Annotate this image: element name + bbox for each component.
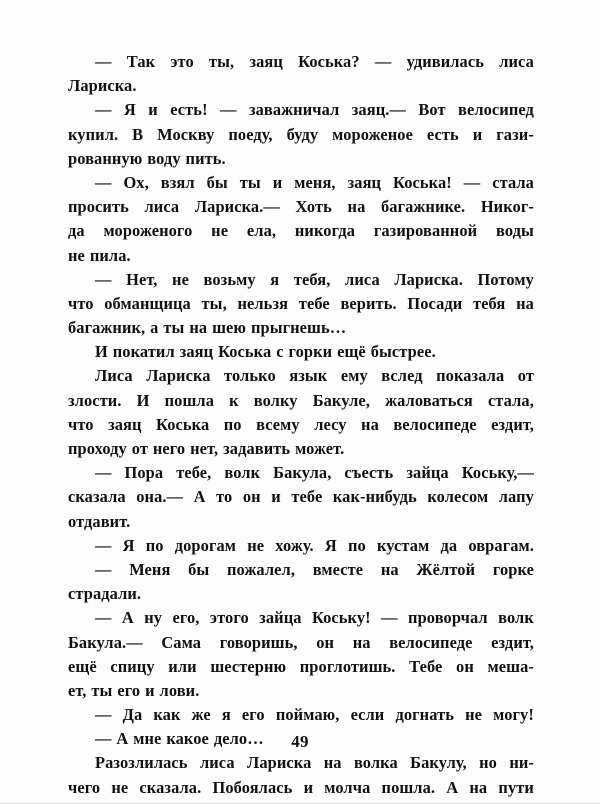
word: Никог- [480,197,534,217]
page-body-text [68,50,534,800]
word: догнать [395,705,455,725]
text-line [68,147,534,171]
word: велосипеде [389,632,473,652]
text-line [68,364,534,388]
text-line [68,485,534,509]
word: тебя, [293,269,331,289]
word: она.— [136,487,184,507]
text-line [68,219,534,243]
paragraph [68,268,534,341]
word: не [68,245,85,265]
word: ты [163,318,185,338]
word: Посади [407,293,463,313]
word: хожу. [275,535,314,555]
text-line [68,461,534,485]
word: никогда [294,221,356,241]
word: — [220,100,237,120]
word: багажник, [68,318,146,338]
word: мороженого [103,221,193,241]
text-line [68,655,534,679]
word: всему [256,414,300,434]
word: велосипед [458,100,534,120]
text-line [68,195,534,219]
word: Коська [156,414,210,434]
word: ещё [337,342,366,362]
word: кустам [376,535,430,555]
word: да [68,221,85,241]
word: Лариска [146,366,211,386]
word: колесом [427,487,489,507]
word: ездит, [491,632,534,652]
word: заяц [179,342,214,362]
word: пила. [89,245,131,265]
word: меша- [487,656,534,676]
word: заяц [249,52,283,71]
paragraph [68,703,534,727]
word: — [95,729,112,749]
word: Лиса [95,366,133,386]
word: удивилась [406,52,484,71]
word: на [361,414,379,434]
word: Пора [124,463,164,483]
word: говоришь, [219,632,298,652]
text-line [68,606,534,630]
word: съесть [344,463,394,483]
word: тебе [298,293,330,313]
word: заважничал [248,100,340,120]
word: — [95,705,112,725]
word: по [347,535,366,555]
word: могу! [493,705,534,725]
word: не [111,777,129,797]
word: И [95,342,108,362]
word: Лариска [247,753,312,773]
word: на [380,559,399,579]
word: оврагам. [468,535,534,555]
word: жаловаться [385,390,473,410]
word: я [270,269,280,289]
word: Коська? [298,52,360,71]
word: ну [144,608,163,628]
word: Бакулу, [410,753,467,773]
word: него [152,439,186,458]
word: — [95,608,112,628]
word: нельзя [237,293,289,313]
paragraph [68,98,534,171]
word: мне [133,729,162,749]
word: — [95,535,112,555]
word: ему [340,366,368,386]
word: что [68,293,94,313]
text-line [68,98,534,122]
word: только [224,366,276,386]
word: пошла. [381,777,436,797]
word: Нет, [126,269,158,289]
word: Коську,— [461,463,534,483]
word: же [191,705,211,725]
word: возьму [203,269,256,289]
word: заяц [108,414,142,434]
word: верить. [340,293,397,313]
word: покатил [112,342,175,362]
word: страдали. [68,584,142,604]
word: тебе [291,487,323,507]
word: спицу [110,656,155,676]
word: Я [324,535,337,555]
word: есть! [170,100,208,120]
word: зайца [259,608,302,628]
word: пути [498,777,534,797]
paragraph [68,340,534,364]
paragraph [68,558,534,606]
word: на [469,777,488,797]
word: поеду, [228,124,273,144]
text-line [68,123,534,147]
word: Хоть [295,197,332,217]
word: есть [426,124,459,144]
word: взял [160,172,195,192]
word: волк [224,463,261,483]
word: обманщица [104,293,191,313]
word: мороженое [332,124,413,144]
word: заяц.— [351,100,406,120]
text-line [68,679,534,703]
text-line [68,268,534,292]
word: тебе, [176,463,212,483]
word: и [271,487,281,507]
text-line [68,292,534,316]
word: ездит, [491,414,534,434]
word: И [136,390,150,410]
word: сказала [68,487,126,507]
paragraph [68,606,534,703]
word: может. [295,439,345,458]
word: горке [492,559,534,579]
word: Коська [218,342,272,362]
text-line [68,703,534,727]
word: гази- [496,124,534,144]
word: дело… [213,729,264,749]
word: проворчал [408,608,488,628]
word: Коську! [311,608,371,628]
text-line [68,340,534,364]
word: волк [498,608,534,628]
text-line [68,171,534,195]
word: он [316,632,335,652]
paragraph [68,534,534,558]
word: проходу [68,439,127,458]
word: его [241,705,265,725]
word: ет, [68,680,87,700]
word: пожалел, [227,559,296,579]
word: что [68,414,94,434]
word: Лариска. [394,269,463,289]
word: чего [68,777,101,797]
word: ела, [246,221,277,241]
word: и [272,172,283,192]
word: и [148,100,158,120]
word: с [276,342,284,362]
word: А [121,608,134,628]
word: тебя [473,293,506,313]
word: от [517,366,534,386]
word: меня, [294,172,336,192]
word: поймаю, [275,705,340,725]
text-line [68,631,534,655]
word: А [446,777,459,797]
word: велосипеде [393,414,477,434]
word: и [303,777,314,797]
word: — [95,269,112,289]
word: лиса [144,197,180,217]
text-line [68,751,534,775]
word: шею [212,318,247,338]
word: и [472,124,483,144]
paragraph [68,50,534,98]
word: вслед [381,366,423,386]
paragraph [68,171,534,268]
word: и [145,680,155,700]
word: лиса [199,753,235,773]
word: его, [172,608,200,628]
word: ни- [509,753,534,773]
word: он [456,656,474,676]
word: Вот [418,100,446,120]
word: к [229,390,239,410]
word: шестерню [210,656,287,676]
word: какое [166,729,209,749]
text-line [68,558,534,582]
word: на [352,632,371,652]
text-line [68,74,534,98]
word: Бакула.— [68,632,143,652]
word: — [381,608,398,628]
word: прыгнешь… [250,318,347,338]
word: ты [239,172,261,192]
word: я [221,705,231,725]
word: волку [253,390,298,410]
word: быстрее. [370,342,436,362]
word: Тебе [409,656,443,676]
text-line [68,316,534,340]
word: на [323,753,342,773]
word: пить. [185,148,226,168]
word: А [193,487,206,507]
word: — [95,559,112,579]
word: Сама [161,632,202,652]
word: заяц [347,172,382,192]
word: по [223,414,242,434]
word: проглотишь. [299,656,396,676]
word: Разозлилась [95,753,188,773]
word: то [216,487,233,507]
word: зайца [406,463,449,483]
word: задавить [223,439,291,458]
word: Москву [157,124,215,144]
word: рованную [68,148,143,168]
word: как [153,705,181,725]
word: — [374,52,392,71]
word: бы [206,172,228,192]
text-line [68,50,534,74]
paragraph [68,364,534,461]
word: ты, [209,52,235,71]
word: сказала. [139,777,202,797]
text-line [68,389,534,413]
word: ещё [68,656,97,676]
word: Лариска. [68,76,137,96]
text-line [68,437,534,461]
word: показала [436,366,505,386]
word: Я [123,100,136,120]
word: не [172,269,189,289]
word: вместе [312,559,364,579]
word: по [145,535,164,555]
word: от [131,439,148,458]
word: лапу [498,487,534,507]
word: лесу [314,414,347,434]
word: багажнике. [380,197,466,217]
word: Да [122,705,143,725]
paragraph [68,751,534,799]
word: лиса [499,52,534,71]
word: да [440,535,458,555]
word: горки [288,342,333,362]
word: но [479,753,497,773]
word: — [95,172,112,192]
word: Потому [477,269,534,289]
word: Ох, [123,172,149,192]
word: — [95,463,112,483]
word: В [132,124,144,144]
text-line [68,534,534,558]
word: Бакула, [273,463,332,483]
word: злости. [68,390,122,410]
word: Так [126,52,156,71]
word: не [211,221,229,241]
text-line [68,776,534,800]
word: его [117,680,141,700]
text-line [68,413,534,437]
word: дорогам [174,535,237,555]
text-line [68,510,534,534]
word: или [168,656,197,676]
word: это [170,52,194,71]
word: Лариска.— [194,197,280,217]
text-line [68,244,534,268]
word: волка [353,753,398,773]
word: он [242,487,261,507]
word: Бакуле, [312,390,371,410]
word: — [463,172,481,192]
word: Меня [129,559,171,579]
word: если [350,705,385,725]
word: ты [91,680,113,700]
page-number: 49 [291,732,309,751]
word: нет, [190,439,219,458]
word: как-нибудь [332,487,417,507]
word: лиса [345,269,380,289]
word: воды [496,221,534,241]
word: на [516,293,534,313]
paragraph [68,461,534,534]
word: купил. [68,124,119,144]
word: газированной [373,221,478,241]
word: Побоялась [212,777,293,797]
word: — [95,100,112,120]
word: А [116,729,129,749]
word: стала [492,172,534,192]
word: Коська! [393,172,452,192]
word: язык [289,366,328,386]
word: Жёлтой [416,559,476,579]
word: на [347,197,366,217]
word: ты, [201,293,227,313]
word: просить [68,197,129,217]
word: пошла [164,390,214,410]
word: стала, [487,390,534,410]
word: воду [147,148,181,168]
word: бы [188,559,210,579]
word: а [150,318,159,338]
text-line [68,582,534,606]
word: не [247,535,265,555]
word: отдавит. [68,511,131,531]
word: на [189,318,208,338]
word: Я [122,535,135,555]
word: лови. [159,680,200,700]
word: молча [324,777,371,797]
word: — [95,52,112,71]
word: этого [209,608,249,628]
word: буду [286,124,319,144]
word: не [465,705,483,725]
